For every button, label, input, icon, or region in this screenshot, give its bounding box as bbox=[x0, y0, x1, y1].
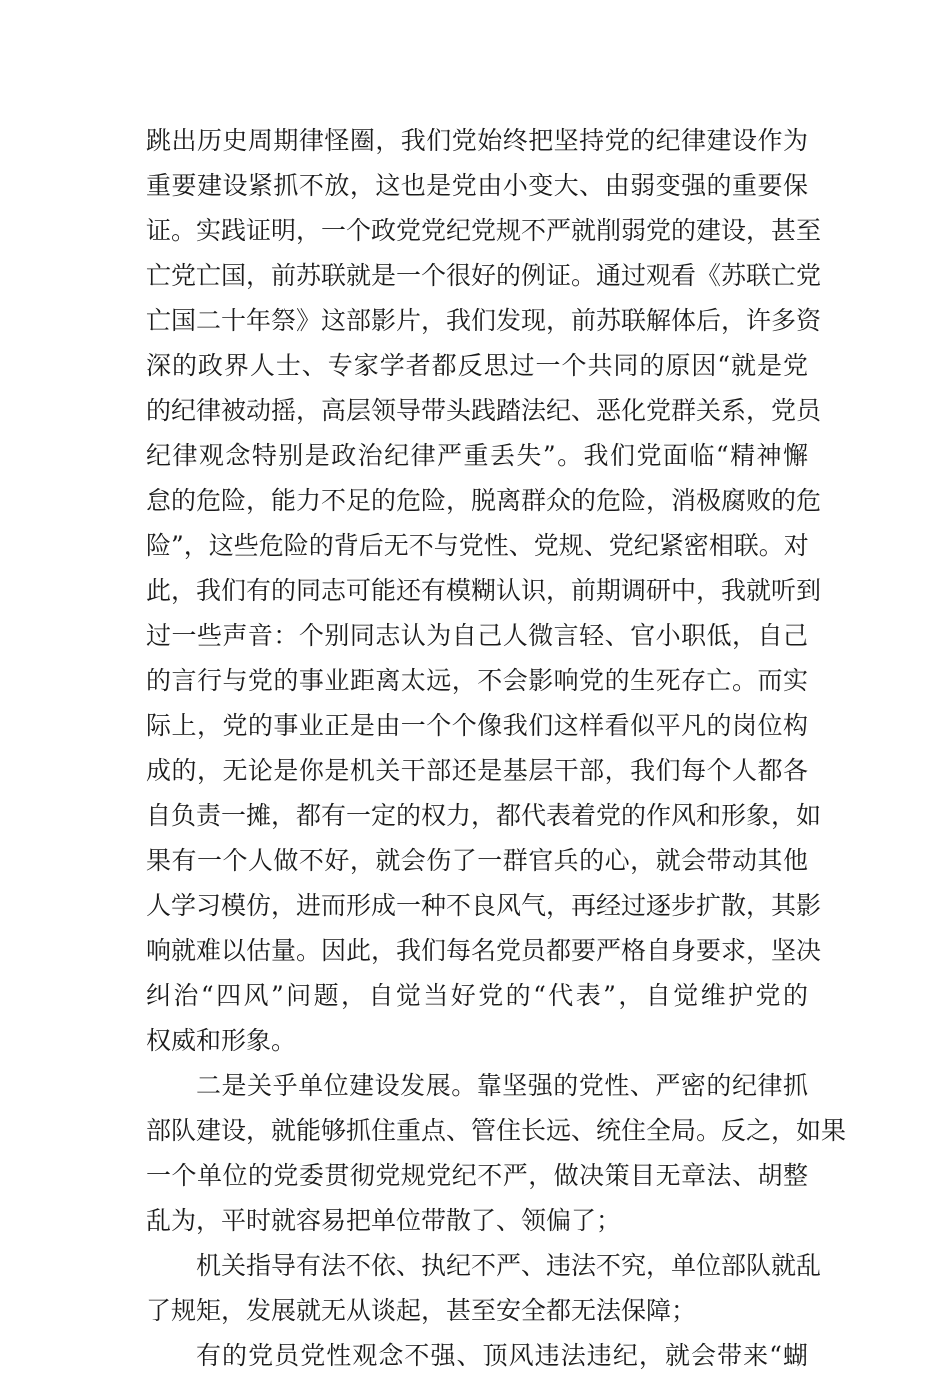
text-line: 纠治“四风”问题，自觉当好党的“代表”，自觉维护党的 bbox=[146, 981, 808, 1010]
text-line: 机关指导有法不依、执纪不严、违法不究，单位部队就乱 bbox=[196, 1251, 822, 1280]
text-line: 重要建设紧抓不放，这也是党由小变大、由弱变强的重要保 bbox=[146, 171, 808, 200]
text-line: 果有一个人做不好，就会伤了一群官兵的心，就会带动其他 bbox=[146, 846, 808, 875]
text-line: 深的政界人士、专家学者都反思过一个共同的原因“就是党 bbox=[146, 351, 808, 380]
text-line: 二是关乎单位建设发展。靠坚强的党性、严密的纪律抓 bbox=[196, 1071, 808, 1100]
text-line: 过一些声音：个别同志认为自己人微言轻、官小职低，自己 bbox=[146, 621, 808, 650]
text-line: 人学习模仿，进而形成一种不良风气，再经过逐步扩散，其影 bbox=[146, 891, 822, 920]
text-line: 此，我们有的同志可能还有模糊认识，前期调研中，我就听到 bbox=[146, 576, 822, 605]
text-line: 际上，党的事业正是由一个个像我们这样看似平凡的岗位构 bbox=[146, 711, 808, 740]
paragraph-3 bbox=[146, 1243, 822, 1333]
text-line: 自负责一摊，都有一定的权力，都代表着党的作风和形象，如 bbox=[146, 801, 822, 830]
text-line: 证。实践证明，一个政党党纪党规不严就削弱党的建设，甚至 bbox=[146, 216, 822, 245]
text-line: 怠的危险，能力不足的危险，脱离群众的危险，消极腐败的危 bbox=[146, 486, 822, 515]
text-line: 险”，这些危险的背后无不与党性、党规、党纪紧密相联。对 bbox=[146, 531, 809, 560]
text-line: 的纪律被动摇，高层领导带头践踏法纪、恶化党群关系，党员 bbox=[146, 396, 822, 425]
text-line: 部队建设，就能够抓住重点、管住长远、统住全局。反之，如果 bbox=[146, 1116, 847, 1145]
paragraph-4 bbox=[146, 1333, 808, 1378]
body-text bbox=[146, 118, 847, 1378]
text-line: 有的党员党性观念不强、顶风违法违纪，就会带来“蝴 bbox=[196, 1341, 808, 1370]
text-line: 权威和形象。 bbox=[146, 1026, 297, 1055]
paragraph-1 bbox=[146, 118, 822, 1063]
text-line: 纪律观念特别是政治纪律严重丢失”。我们党面临“精神懈 bbox=[146, 441, 808, 470]
text-line: 亡党亡国，前苏联就是一个很好的例证。通过观看《苏联亡党 bbox=[146, 261, 822, 290]
text-line: 一个单位的党委贯彻党规党纪不严，做决策目无章法、胡整 bbox=[146, 1161, 808, 1190]
text-line: 成的，无论是你是机关干部还是基层干部，我们每个人都各 bbox=[146, 756, 808, 785]
text-line: 了规矩，发展就无从谈起，甚至安全都无法保障； bbox=[146, 1296, 697, 1325]
paragraph-2 bbox=[146, 1063, 847, 1243]
text-line: 亡国二十年祭》这部影片，我们发现，前苏联解体后，许多资 bbox=[146, 306, 822, 335]
text-line: 响就难以估量。因此，我们每名党员都要严格自身要求，坚决 bbox=[146, 936, 822, 965]
text-line: 乱为，平时就容易把单位带散了、领偏了； bbox=[146, 1206, 622, 1235]
text-line: 跳出历史周期律怪圈，我们党始终把坚持党的纪律建设作为 bbox=[146, 126, 808, 155]
text-line: 的言行与党的事业距离太远，不会影响党的生死存亡。而实 bbox=[146, 666, 808, 695]
